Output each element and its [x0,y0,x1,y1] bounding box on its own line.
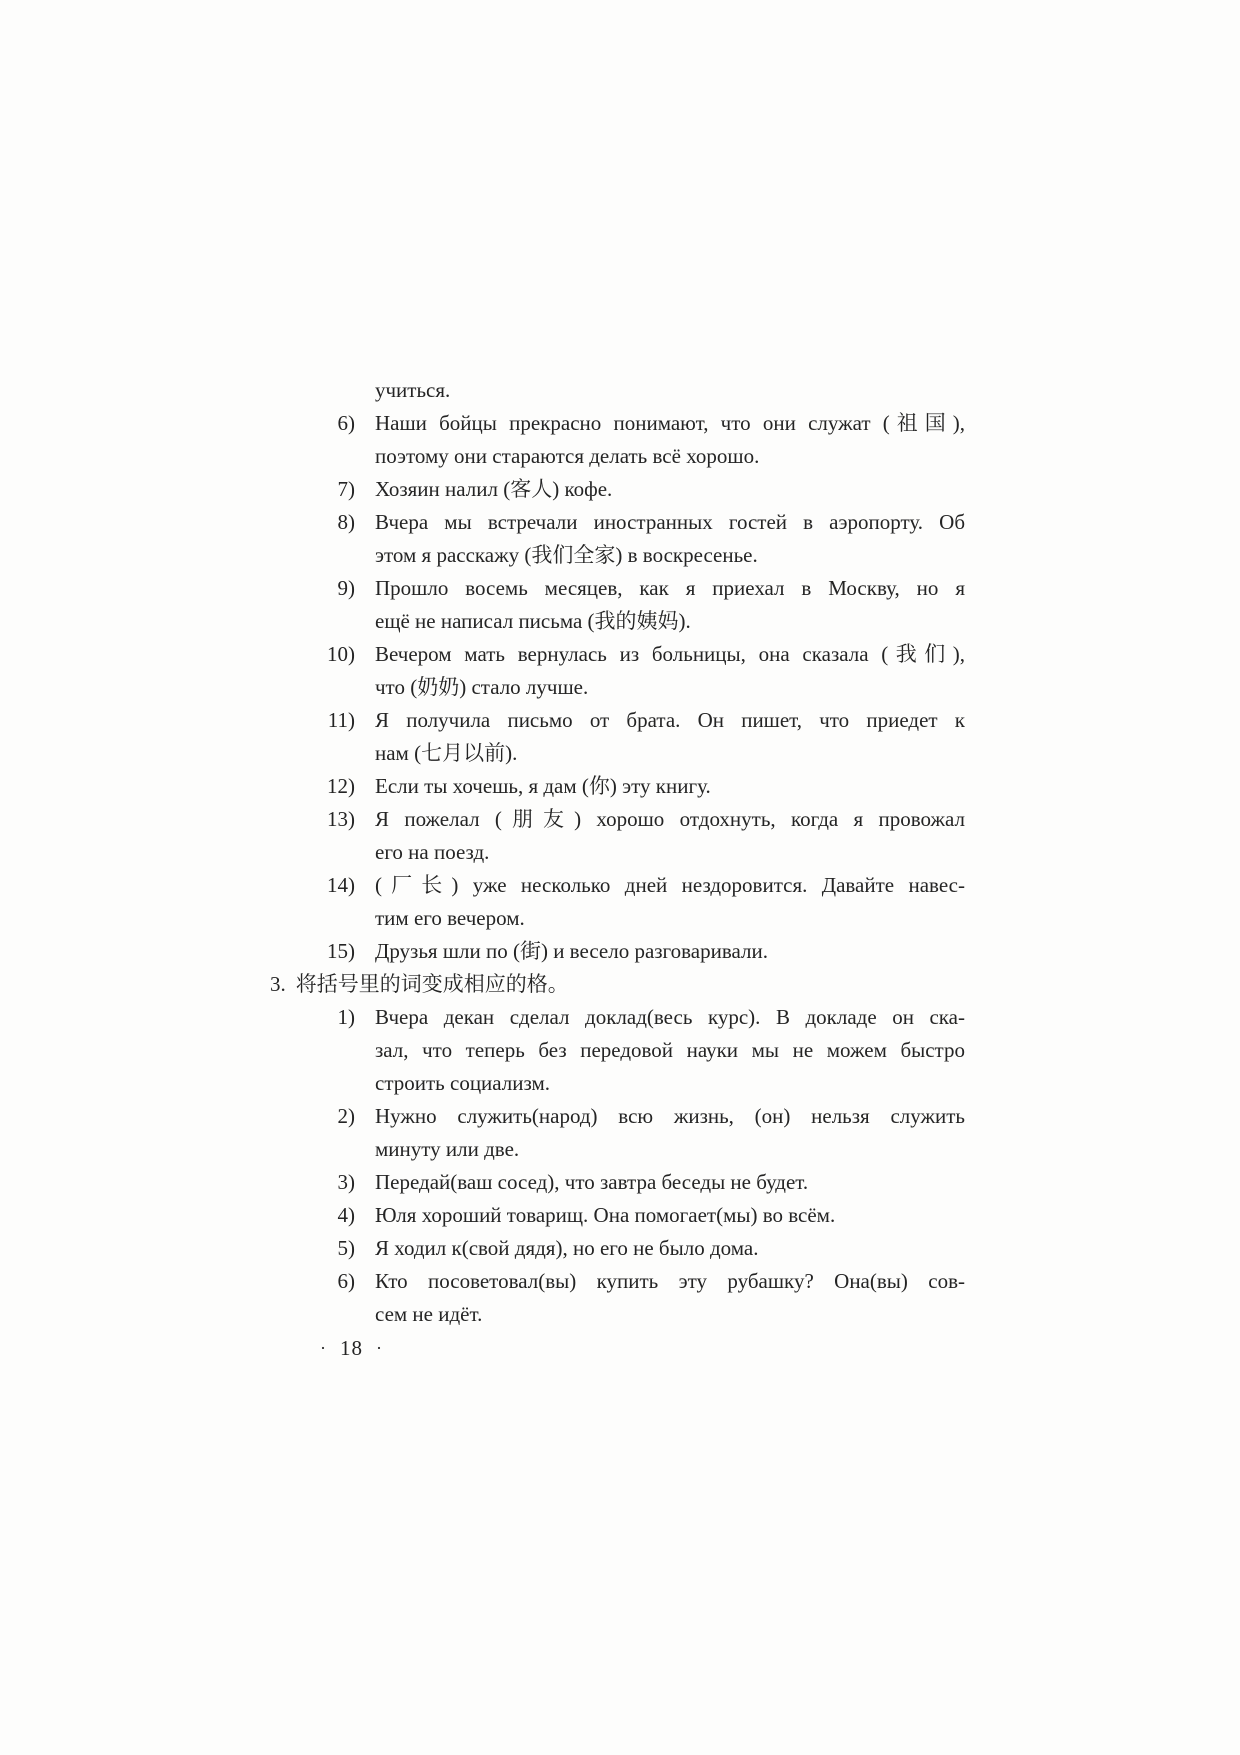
page-content [270,374,965,1331]
item-number: 11) [327,708,355,732]
exercise-item [270,1100,965,1166]
text-line: Кто посоветовал(вы) купить эту рубашку? Она(вы) сов- [375,1269,965,1293]
item-number: 13) [327,807,355,831]
carryover-line: учиться. [375,378,451,402]
exercise-item [270,473,965,506]
text-line: Нужно служить(народ) всю жизнь, (он) нельзя служить [375,1104,965,1128]
section-3-title: 将括号里的词变成相应的格。 [295,972,569,996]
exercise-item [270,1001,965,1100]
item-number: 7) [337,477,355,501]
page-number-value: 18 [340,1336,363,1360]
text-line: зал, что теперь без передовой науки мы не можем быстро [375,1038,965,1062]
text-line: Если ты хочешь, я дам (你) эту книгу. [375,774,711,798]
item-number: 8) [337,510,355,534]
text-line: Я получила письмо от брата. Он пишет, что приедет к [375,708,965,732]
exercise-2-list [270,407,965,968]
item-number: 5) [337,1236,355,1260]
text-line: ещё не написал письма (我的姨妈). [375,609,691,633]
text-line: Вчера декан сделал доклад(весь курс). В докладе он ска- [375,1005,965,1029]
exercise-item [270,638,965,704]
page-number-left-dot: · [320,1338,327,1358]
section-3-header [270,968,965,1001]
exercise-item [270,1166,965,1199]
page-number [320,1336,383,1360]
item-number: 15) [327,939,355,963]
text-line: минуту или две. [375,1137,520,1161]
text-line: сем не идёт. [375,1302,483,1326]
text-line: тим его вечером. [375,906,525,930]
text-line: Вчера мы встречали иностранных гостей в аэропорту. Об [375,510,965,534]
text-line: (厂长) уже несколько дней нездоровится. Давайте навес- [375,873,965,897]
item-number: 1) [337,1005,355,1029]
text-line: Наши бойцы прекрасно понимают, что они служат (祖国), [375,411,965,435]
exercise-item [270,1265,965,1331]
item-number: 4) [337,1203,355,1227]
item-number: 10) [327,642,355,666]
section-3-list [270,1001,965,1331]
exercise-item [270,407,965,473]
exercise-item [270,935,965,968]
exercise-item [270,1199,965,1232]
text-line: этом я расскажу (我们全家) в воскресенье. [375,543,758,567]
item-number: 6) [337,1269,355,1293]
text-line: Прошло восемь месяцев, как я приехал в Москву, но я [375,576,965,600]
text-line: что (奶奶) стало лучше. [375,675,589,699]
text-line: Друзья шли по (街) и весело разговаривали. [375,939,768,963]
text-line: Я пожелал (朋友) хорошо отдохнуть, когда я провожал [375,807,965,831]
exercise-item [270,506,965,572]
exercise-item [270,704,965,770]
text-line: Передай(ваш сосед), что завтра беседы не будет. [375,1170,809,1194]
exercise-item [270,572,965,638]
exercise-item [270,803,965,869]
text-line: Хозяин налил (客人) кофе. [375,477,613,501]
exercise-item [270,770,965,803]
text-line: Я ходил к(свой дядя), но его не было дома. [375,1236,759,1260]
exercise-item [270,1232,965,1265]
item-number: 6) [337,411,355,435]
text-line: его на поезд. [375,840,490,864]
text-line: нам (七月以前). [375,741,518,765]
page-number-right-dot: · [376,1338,383,1358]
text-line: поэтому они стараются делать всё хорошо. [375,444,760,468]
item-number: 3) [337,1170,355,1194]
item-number: 14) [327,873,355,897]
item-number: 9) [337,576,355,600]
item-number: 2) [337,1104,355,1128]
text-line: строить социализм. [375,1071,551,1095]
section-3-number: 3. [270,972,286,996]
item-number: 12) [327,774,355,798]
text-line: Вечером мать вернулась из больницы, она сказала (我们), [375,642,965,666]
text-line: Юля хороший товарищ. Она помогает(мы) во всём. [375,1203,836,1227]
exercise-item [270,869,965,935]
